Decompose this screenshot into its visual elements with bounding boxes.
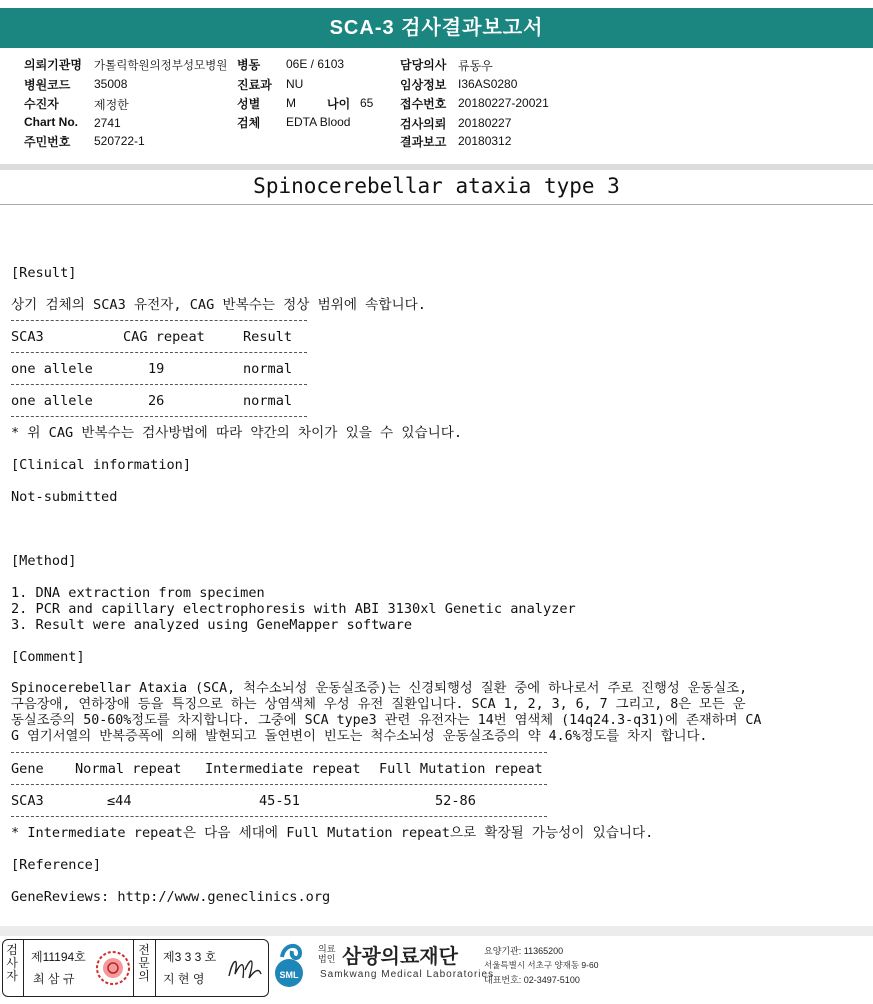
divider (23, 940, 24, 996)
specimen-label: 검체 (237, 116, 261, 130)
institution-value: 가톨릭학원의정부성모병원 (94, 60, 228, 72)
report-title: SCA-3 검사결과보고서 (0, 8, 873, 48)
result-summary: 상기 검체의 SCA3 유전자, CAG 반복수는 정상 범위에 속합니다. (11, 297, 426, 313)
receipt-label: 접수번호 (400, 97, 447, 111)
footer-divider (0, 926, 873, 936)
reference-link[interactable]: GeneReviews: http://www.geneclinics.org (11, 889, 331, 905)
inspector-number: 제11194호 (31, 950, 86, 964)
chart-label: Chart No. (24, 115, 78, 129)
comment-heading: [Comment] (11, 649, 85, 665)
hospital-code-label: 병원코드 (24, 78, 71, 92)
method-heading: [Method] (11, 553, 77, 569)
method-step: 1. DNA extraction from specimen (11, 585, 265, 601)
org-code: 요양기관: 11365200 (484, 946, 564, 956)
specialist-name: 지 현 영 (163, 972, 205, 986)
repeat-col-gene: Gene (11, 761, 44, 777)
org-name: 삼광의료재단 (342, 946, 458, 968)
test-title: Spinocerebellar ataxia type 3 (0, 170, 873, 205)
signature-box (2, 939, 269, 997)
patient-value: 제정한 (94, 98, 129, 112)
table-row-allele: one allele (11, 361, 93, 377)
inspector-name: 최 삼 규 (33, 972, 75, 986)
id-label: 주민번호 (24, 135, 71, 149)
signature-icon (225, 952, 265, 984)
divider (133, 940, 134, 996)
result-note: * 위 CAG 반복수는 검사방법에 따라 약간의 차이가 있을 수 있습니다. (11, 425, 463, 441)
sml-logo-icon (272, 941, 312, 991)
specimen-value: EDTA Blood (286, 115, 351, 129)
hospital-code-value: 35008 (94, 77, 128, 91)
clinical-value: I36AS0280 (458, 77, 518, 91)
clinical-label: 임상정보 (400, 78, 447, 92)
repeat-col-full: Full Mutation repeat (379, 761, 543, 777)
institution-label: 의뢰기관명 (24, 58, 82, 72)
table-separator (11, 352, 307, 353)
dept-label: 진료과 (237, 78, 272, 92)
dept-value: NU (286, 77, 304, 91)
method-step: 2. PCR and capillary electrophoresis with ABI 3130xl Genetic analyzer (11, 601, 576, 617)
report-date-label: 결과보고 (400, 135, 447, 149)
table-row-repeat: 26 (148, 393, 165, 409)
result-col-gene: SCA3 (11, 329, 44, 345)
sex-value: M (286, 96, 296, 110)
doctor-label: 담당의사 (400, 58, 447, 72)
id-value: 520722-1 (94, 134, 145, 148)
org-phone: 대표번호: 02-3497-5100 (484, 975, 580, 985)
comment-line: Spinocerebellar Ataxia (SCA, 척수소뇌성 운동실조증)는 신경퇴행성 질환 중에 하나로서 주로 진행성 운동실조, (11, 681, 748, 696)
result-col-result: Result (243, 329, 293, 345)
report-date-value: 20180312 (458, 134, 512, 148)
specialist-label: 전 문 의 (138, 943, 150, 983)
repeat-col-intermediate: Intermediate repeat (205, 761, 361, 777)
svg-text:SML: SML (279, 970, 299, 980)
result-col-repeat: CAG repeat (123, 329, 205, 345)
repeat-row-full: 52-86 (435, 793, 476, 809)
comment-line: G 염기서열의 반복증폭에 의해 발현되고 돌연변이 빈도는 척수소뇌성 운동실조증의 약 4.6%정도를 차지 합니다. (11, 729, 708, 744)
method-step: 3. Result were analyzed using GeneMapper software (11, 617, 413, 633)
repeat-col-normal: Normal repeat (75, 761, 182, 777)
table-separator (11, 320, 307, 321)
patient-label: 수진자 (24, 97, 59, 111)
ward-label: 병동 (237, 58, 261, 72)
specialist-number: 제3 3 3 호 (163, 950, 217, 964)
repeat-row-intermediate: 45-51 (259, 793, 300, 809)
chart-value: 2741 (94, 116, 121, 130)
comment-note: * Intermediate repeat은 다음 세대에 Full Mutation repeat으로 확장될 가능성이 있습니다. (11, 825, 654, 841)
table-separator (11, 784, 547, 785)
table-row-allele: one allele (11, 393, 93, 409)
receipt-value: 20180227-20021 (458, 96, 549, 110)
request-label: 검사의뢰 (400, 117, 447, 131)
comment-line: 동실조증의 50-60%정도를 차지합니다. 그중에 SCA type3 관련 유전자는 14번 염색체 (14q24.3-q31)에 존재하며 CA (11, 713, 762, 728)
age-value: 65 (360, 96, 374, 110)
org-address: 서울특별시 서초구 양재동 9-60 (484, 960, 599, 970)
table-separator (11, 416, 307, 417)
request-value: 20180227 (458, 116, 512, 130)
clinical-text: Not-submitted (11, 489, 118, 505)
comment-line: 구음장애, 연하장애 등을 특징으로 하는 상염색체 우성 유전 질환입니다. SCA 1, 2, 3, 6, 7 그리고, 8은 모든 운 (11, 697, 746, 712)
table-separator (11, 816, 547, 817)
reference-heading: [Reference] (11, 857, 102, 873)
table-row-repeat: 19 (148, 361, 165, 377)
doctor-value: 류동우 (458, 59, 493, 73)
table-separator (11, 384, 307, 385)
repeat-row-gene: SCA3 (11, 793, 44, 809)
inspector-label: 검 사 자 (6, 943, 18, 983)
repeat-row-normal: ≤44 (107, 793, 132, 809)
table-row-result: normal (243, 361, 293, 377)
org-prefix: 의료 법인 (318, 944, 336, 964)
divider (155, 940, 156, 996)
sex-label: 성별 (237, 97, 261, 111)
table-separator (11, 752, 547, 753)
ward-value: 06E / 6103 (286, 57, 345, 71)
result-heading: [Result] (11, 265, 77, 281)
age-label: 나이 (327, 97, 351, 111)
patient-info-panel (0, 52, 873, 164)
org-english: Samkwang Medical Laboratories (320, 969, 495, 980)
seal-icon (95, 948, 131, 988)
report-header (0, 0, 873, 53)
table-row-result: normal (243, 393, 293, 409)
clinical-heading: [Clinical information] (11, 457, 192, 473)
